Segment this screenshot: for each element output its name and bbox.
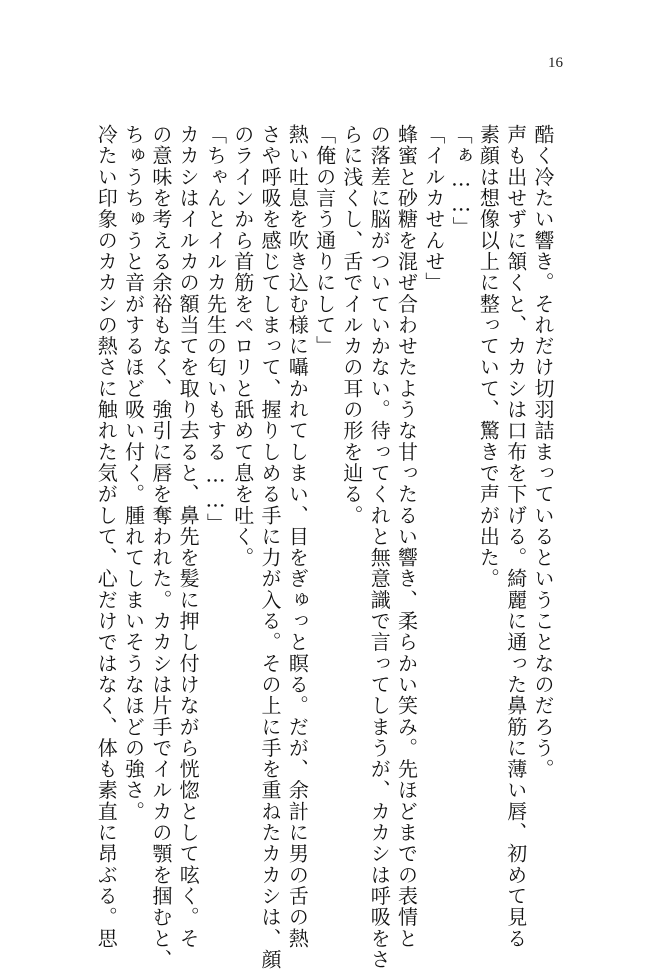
page-number: 16 bbox=[548, 55, 563, 71]
text-line: らに浅くし、舌でイルカの耳の形を辿る。 bbox=[339, 124, 364, 526]
text-line: 素顔は想像以上に整っていて、驚きで声が出た。 bbox=[476, 124, 501, 590]
text-line: ちゅうちゅうと音がするほど吸い付く。腫れてしまいそうなほどの強さ。 bbox=[121, 124, 146, 822]
text-line: 「俺の言う通りにして」 bbox=[312, 124, 337, 357]
text-line: 「イルカせんせ」 bbox=[421, 124, 446, 294]
text-line: 「ちゃんとイルカ先生の匂いもする……」 bbox=[203, 124, 228, 534]
text-line: の意味を考える余裕もなく、強引に唇を奪われた。カカシは片手でイルカの顎を掴むと、 bbox=[148, 124, 173, 970]
text-line: 熱い吐息を吹き込む様に囁かれてしまい、目をぎゅっと瞑る。だが、余計に男の舌の熱 bbox=[285, 124, 310, 949]
text-line: カカシはイルカの額当てを取り去ると、鼻先を髪に押し付けながら恍惚として呟く。そ bbox=[176, 124, 201, 949]
text-line: さや呼吸を感じてしまって、握りしめる手に力が入る。その上に手を重ねたカカシは、顔 bbox=[258, 124, 283, 970]
text-line: 冷たい印象のカカシの熱さに触れた気がして、心だけではなく、体も素直に昂ぶる。思 bbox=[94, 124, 119, 949]
text-line: 「ぁ……」 bbox=[449, 124, 474, 238]
text-line: 酷く冷たい響き。それだけ切羽詰まっているということなのだろう。 bbox=[531, 124, 555, 780]
body-text bbox=[94, 124, 556, 970]
text-line: の落差に脳がついていかない。待ってくれと無意識で言ってしまうが、カカシは呼吸をさ bbox=[367, 124, 392, 970]
text-line: 声も出せずに頷くと、カカシは口布を下げる。綺麗に通った鼻筋に薄い唇、初めて見る bbox=[503, 124, 528, 949]
text-line: のラインから首筋をペロリと舐めて息を吐く。 bbox=[230, 124, 255, 569]
text-line: 蜂蜜と砂糖を混ぜ合わせたような甘ったるい響き、柔らかい笑み。先ほどまでの表情と bbox=[394, 124, 419, 949]
